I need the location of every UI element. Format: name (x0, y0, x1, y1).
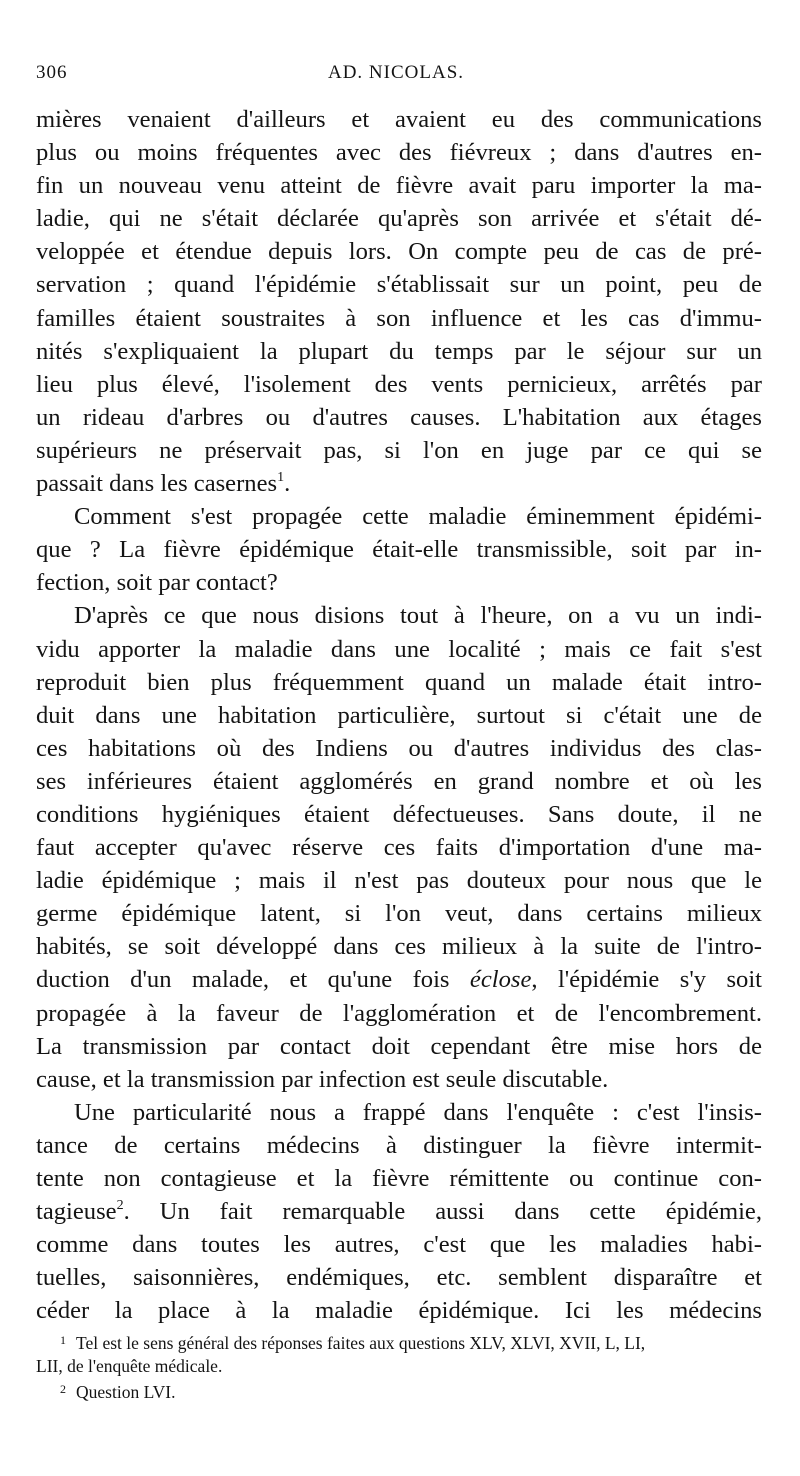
running-head: AD. NICOLAS. (327, 62, 465, 83)
text-line: vidu apporter la maladie dans une localité ; mais ce fait s'est (36, 635, 762, 663)
text-fragment: . (284, 470, 291, 498)
text-line: céder la place à la maladie épidémique. Ici les médecins (36, 1297, 762, 1325)
footnote-1-continued: LII, de l'enquête médicale. (36, 1356, 223, 1376)
text-line: comme dans toutes les autres, c'est que les maladies habi- (36, 1231, 762, 1259)
text-line (36, 963, 762, 996)
text-line (36, 1195, 762, 1228)
footnote-text: Tel est le sens général des réponses faites aux questions XLV, XLVI, XVII, L, LI, (76, 1333, 646, 1353)
paragraph-1 (36, 103, 762, 500)
text-line: ladie épidémique ; mais il n'est pas douteux pour nous que le (36, 867, 762, 895)
footnote-text: Question LVI. (76, 1382, 176, 1402)
text-line: D'après ce que nous disions tout à l'heure, on a vu un indi- (74, 602, 762, 630)
page-number: 306 (36, 62, 68, 83)
text-fragment: duction d'un malade, et qu'une fois (36, 966, 470, 994)
footnotes (36, 1329, 762, 1404)
text-line: ladie, qui ne s'était déclarée qu'après son arrivée et s'était dé- (36, 205, 762, 233)
text-line: propagée à la faveur de l'agglomération et de l'encombrement. (36, 999, 762, 1027)
text-line: que ? La fièvre épidémique était-elle transmissible, soit par in- (36, 536, 762, 564)
paragraph-3 (36, 599, 762, 1095)
footnote-mark: 2 (60, 1382, 66, 1396)
text-line: un rideau d'arbres ou d'autres causes. L'habitation aux étages (36, 403, 762, 431)
text-line: ces habitations où des Indiens ou d'autres individus des clas- (36, 734, 762, 762)
text-line (36, 467, 762, 500)
text-line: habités, se soit développé dans ces milieux à la suite de l'intro- (36, 933, 762, 961)
text-line: fection, soit par contact? (36, 569, 278, 597)
page-header (36, 62, 756, 92)
text-fragment: passait dans les casernes (36, 470, 278, 498)
paragraph-4 (36, 1096, 762, 1328)
body-text (36, 103, 762, 1327)
text-line: cause, et la transmission par infection est seule discutable. (36, 1065, 609, 1093)
text-line: lieu plus élevé, l'isolement des vents pernicieux, arrêtés par (36, 370, 762, 398)
text-line: supérieurs ne préservait pas, si l'on en juge par ce qui se (36, 436, 762, 464)
text-line: conditions hygiéniques étaient défectueuses. Sans doute, il ne (36, 800, 762, 828)
paragraph-2 (36, 500, 762, 599)
text-line: reproduit bien plus fréquemment quand un malade était intro- (36, 668, 762, 696)
footnote-2 (36, 1378, 762, 1404)
text-line: veloppée et étendue depuis lors. On compte peu de cas de pré- (36, 238, 762, 266)
text-line: La transmission par contact doit cependant être mise hors de (36, 1032, 762, 1060)
emphasis-eclose: éclose (469, 966, 532, 994)
text-fragment: . Un fait remarquable aussi dans cette épidémie, (123, 1198, 762, 1226)
text-line: servation ; quand l'épidémie s'établissait sur un point, peu de (36, 271, 762, 299)
footnote-mark: 1 (60, 1333, 66, 1347)
text-fragment: , l'épidémie s'y soit (531, 966, 763, 994)
text-line: germe épidémique latent, si l'on veut, dans certains milieux (36, 900, 762, 928)
text-line: duit dans une habitation particulière, surtout si c'était une de (36, 701, 762, 729)
text-line: faut accepter qu'avec réserve ces faits d'importation d'une ma- (36, 834, 762, 862)
text-line: Une particularité nous a frappé dans l'enquête : c'est l'insis- (74, 1098, 762, 1126)
footnote-ref-2[interactable]: 2 (116, 1198, 124, 1214)
text-line: tente non contagieuse et la fièvre rémittente ou continue con- (36, 1165, 762, 1192)
text-line: plus ou moins fréquentes avec des fiévreux ; dans d'autres en- (36, 139, 762, 167)
text-line: tance de certains médecins à distinguer la fièvre intermit- (36, 1131, 762, 1159)
text-line: tuelles, saisonnières, endémiques, etc. semblent disparaître et (36, 1264, 762, 1292)
text-line: nités s'expliquaient la plupart du temps par le séjour sur un (36, 337, 762, 365)
text-line: Comment s'est propagée cette maladie éminemment épidémi- (74, 503, 762, 531)
text-line: fin un nouveau venu atteint de fièvre avait paru importer la ma- (36, 172, 762, 200)
text-fragment: tagieuse (36, 1198, 117, 1226)
text-line: ses inférieures étaient agglomérés en grand nombre et où les (36, 767, 762, 795)
text-line: mières venaient d'ailleurs et avaient eu des communications (36, 106, 762, 133)
footnote-1 (36, 1329, 762, 1355)
text-line: familles étaient soustraites à son influence et les cas d'immu- (36, 304, 762, 332)
footnote-ref-1[interactable]: 1 (277, 470, 285, 486)
